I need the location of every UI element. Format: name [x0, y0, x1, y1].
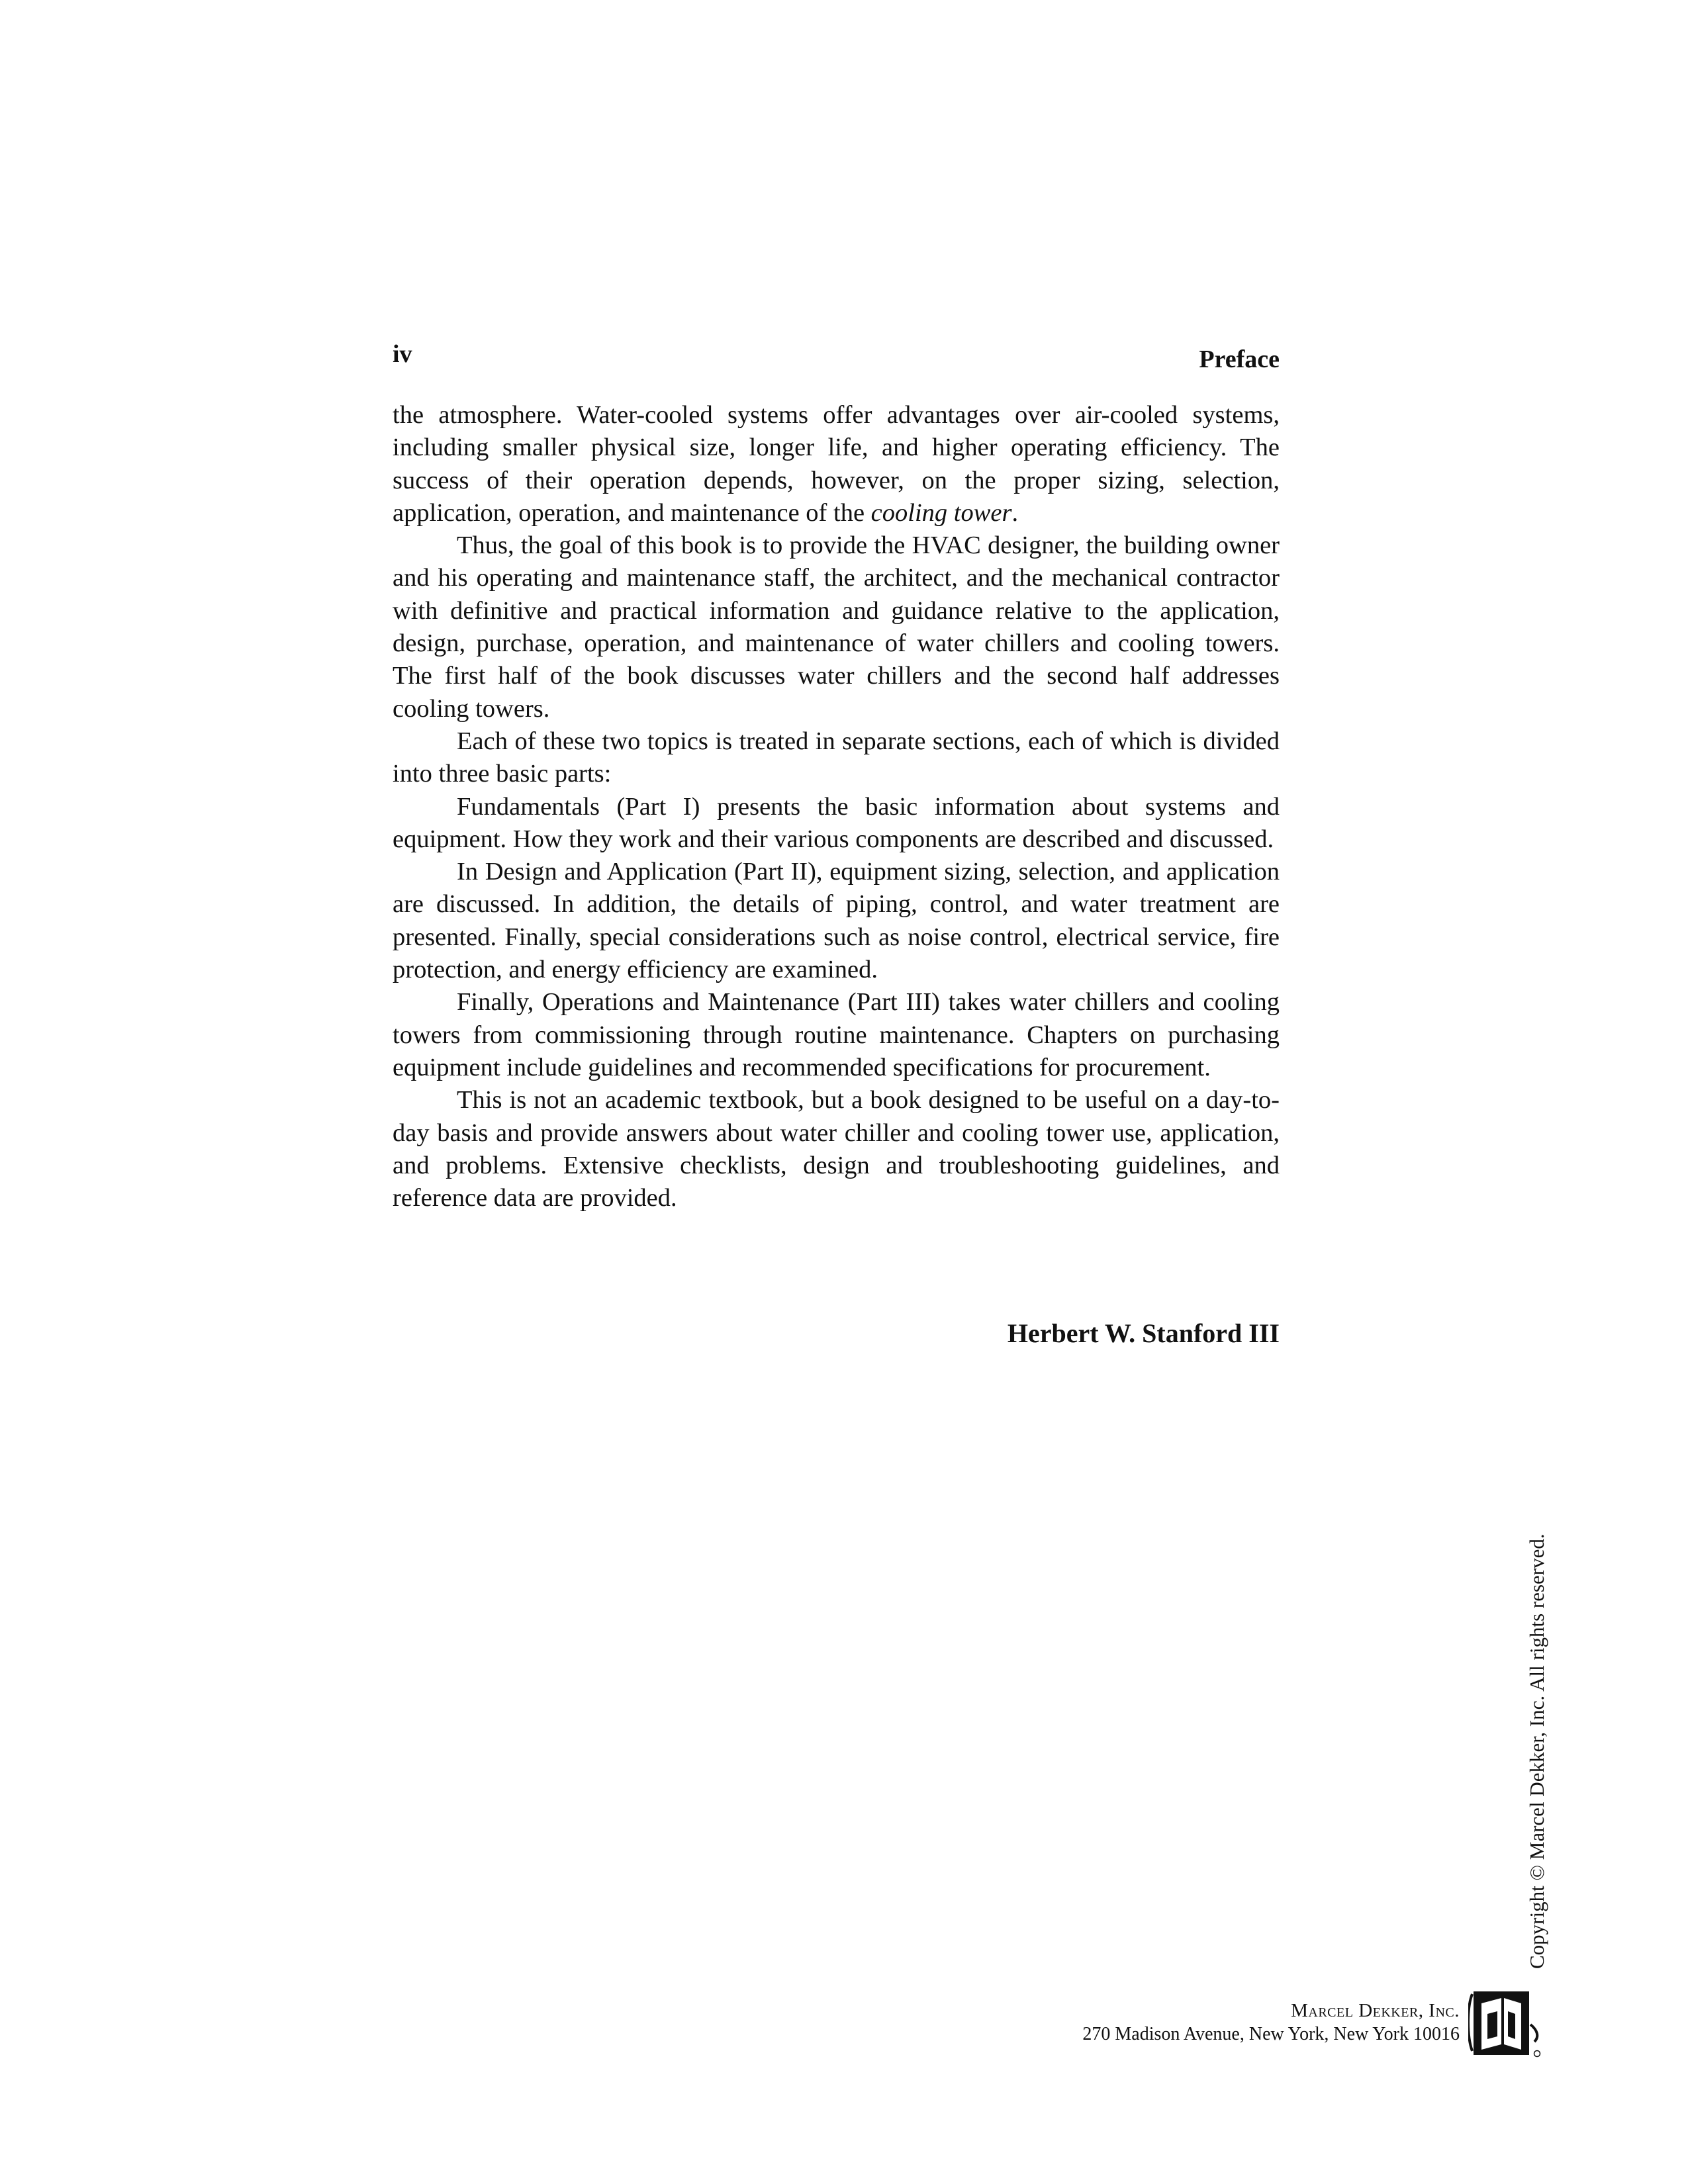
- logo-right-inner: [1508, 2011, 1515, 2039]
- logo-right-swoosh: [1530, 2025, 1537, 2042]
- paragraph-goal: Thus, the goal of this book is to provide the HVAC designer, the building owner and his operating and maintenance staff, the architect, and the mechanical contractor with definitive and practical information and guidance relative to the application, design, purchase, operation, and maintenance of water chillers and cooling towers. The first half of the book discusses water chillers and the second half addresses cooling towers.: [393, 531, 1280, 723]
- paragraph-operations-maintenance: Finally, Operations and Maintenance (Part III) takes water chillers and cooling towers from commissioning through routine maintenance. Chapters on purchasing equipment include guidelines and recommended specifications for procurement.: [393, 988, 1280, 1081]
- publisher-info: [1082, 1999, 1460, 2046]
- registered-mark-icon: [1534, 2051, 1540, 2057]
- paragraph-design-application: In Design and Application (Part II), equipment sizing, selection, and application are discussed. In addition, the details of piping, control, and water treatment are presented. Finally, special considerations such as noise control, electrical service, fire protection, and energy efficiency are examined.: [393, 858, 1280, 984]
- copyright-text: Copyright © Marcel Dekker, Inc. All rights reserved.: [1525, 1533, 1548, 1969]
- paragraph-not-textbook: This is not an academic textbook, but a book designed to be useful on a day-to-day basis and provide answers about water chiller and cooling tower use, application, and problems. Extensive checklists, design and troubleshooting guidelines, and reference data are provided.: [393, 1086, 1280, 1212]
- author-signature: Herbert W. Stanford III: [1007, 1318, 1280, 1348]
- logo-left-inner: [1487, 2011, 1497, 2039]
- paragraph-1-text: the atmosphere. Water-cooled systems offer advantages over air-cooled systems, including smaller physical size, longer life, and higher operating efficiency. The success of their operation depends, however, on the proper sizing, selection, application, operation, and maintenance of the: [393, 401, 1280, 527]
- cooling-tower-emphasis: cooling tower: [870, 498, 1012, 527]
- publisher-address: 270 Madison Avenue, New York, New York 10016: [1082, 2024, 1460, 2044]
- publisher-name: Marcel Dekker, Inc.: [1291, 2000, 1460, 2021]
- copyright-notice: [1518, 1533, 1558, 1969]
- logo-left-swoosh: [1468, 1994, 1472, 2051]
- page-number: iv: [393, 340, 412, 368]
- page-header: [393, 334, 1280, 374]
- paragraph-1-end: .: [1011, 498, 1019, 527]
- paragraph-topics: Each of these two topics is treated in separate sections, each of which is divided into three basic parts:: [393, 727, 1280, 788]
- publisher-logo-icon: [1468, 1987, 1541, 2059]
- preface-body: [393, 399, 1280, 1214]
- running-head: Preface: [1199, 345, 1280, 373]
- paragraph-continued: [393, 399, 1280, 529]
- paragraph-fundamentals: Fundamentals (Part I) presents the basic information about systems and equipment. How they work and their various components are described and discussed.: [393, 792, 1280, 853]
